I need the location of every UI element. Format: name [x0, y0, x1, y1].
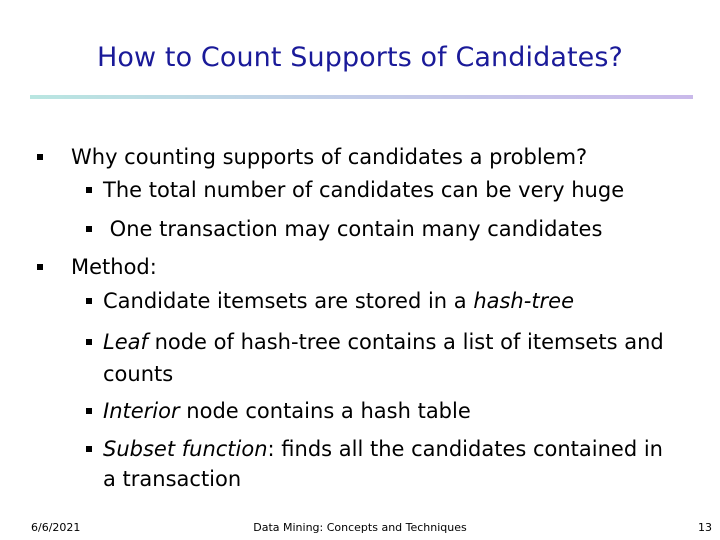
interior-node-text: node contains a hash table — [179, 399, 471, 423]
bullet-marker — [86, 408, 92, 414]
subset-function-term: Subset function — [103, 437, 268, 461]
slide-title: How to Count Supports of Candidates? — [97, 42, 623, 73]
bullet-marker — [37, 154, 43, 160]
bullet-interior-node — [103, 395, 471, 428]
interior-term: Interior — [103, 399, 180, 423]
bullet-subset-function-cont: a transaction — [103, 467, 242, 491]
bullet-method: Method: — [71, 255, 157, 279]
subset-function-text: : finds all the candidates contained in — [267, 437, 663, 461]
footer-page-number: 13 — [698, 521, 712, 534]
bullet-leaf-node-cont: counts — [103, 362, 174, 386]
bullet-marker — [37, 264, 43, 270]
title-underline — [30, 95, 693, 99]
bullet-subset-function — [103, 433, 663, 466]
footer-date: 6/6/2021 — [31, 521, 81, 534]
bullet-marker — [86, 298, 92, 304]
footer-title: Data Mining: Concepts and Techniques — [253, 521, 467, 534]
bullet-marker — [86, 226, 92, 232]
leaf-node-text: node of hash-tree contains a list of itemsets and — [147, 330, 664, 354]
bullet-marker — [86, 187, 92, 193]
bullet-marker — [86, 339, 92, 345]
bullet-why-counting: Why counting supports of candidates a problem? — [71, 145, 588, 169]
bullet-leaf-node — [103, 326, 664, 359]
bullet-marker — [86, 446, 92, 452]
bullet-one-transaction: One transaction may contain many candidates — [103, 217, 603, 241]
hash-tree-term: hash-tree — [473, 289, 575, 313]
bullet-total-number: The total number of candidates can be very huge — [103, 178, 625, 202]
leaf-term: Leaf — [103, 330, 148, 354]
bullet-candidate-itemsets — [103, 285, 574, 318]
candidate-itemsets-text: Candidate itemsets are stored in a — [103, 289, 474, 313]
